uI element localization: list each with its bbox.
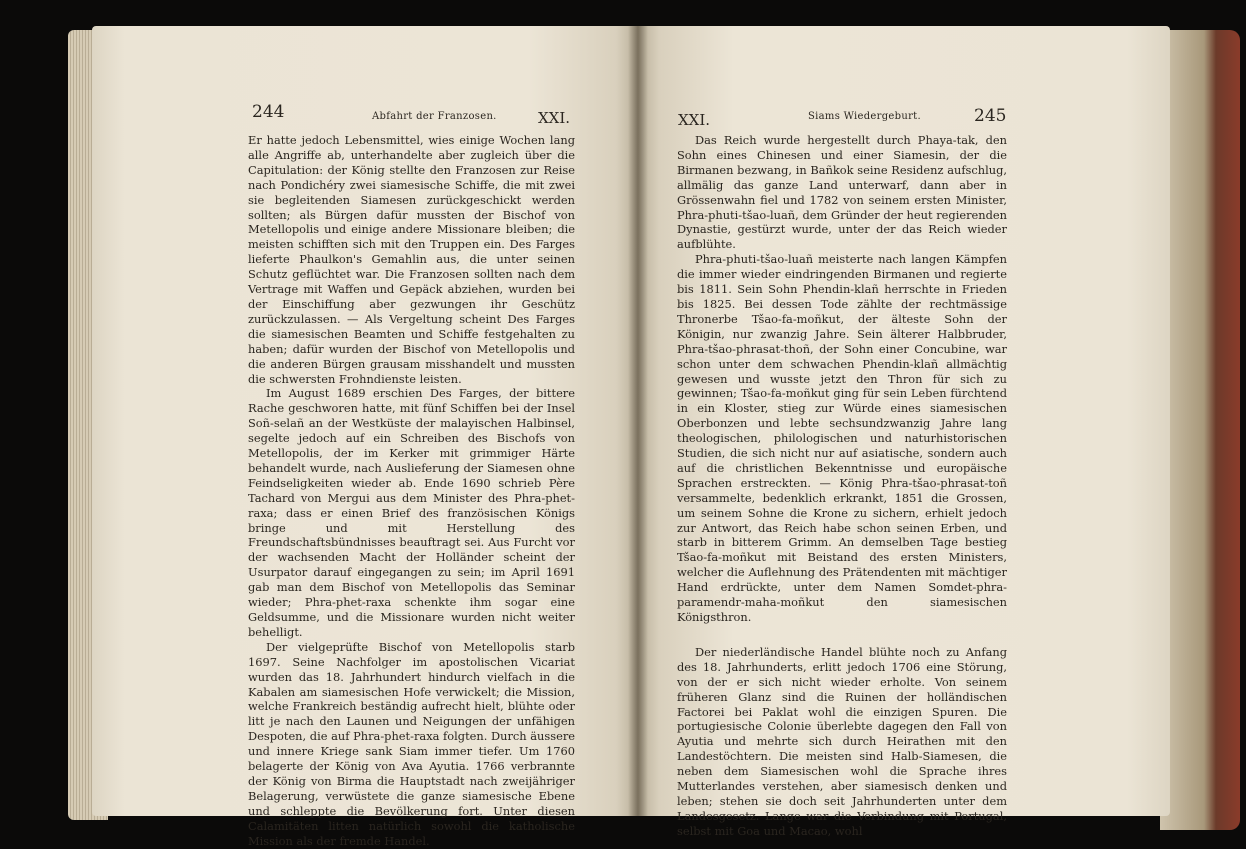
paragraph: Der niederländische Handel blühte noch zu Anfang des 18. Jahrhunderts, erlitt jedoch 1706 eine Störung, von der er sich nicht wieder erholte. Von seinem früheren Glanz sind die Ruinen der holländischen Factorei bei Paklat wohl die einzigen Spuren. Die portugiesische Colonie überlebte dagegen den Fall von Ayutia und mehrte sich durch Heirathen mit den Landestöchtern. Die meisten sind Halb-Siamesen, die neben dem Siamesischen wohl die Sprache ihres Mutterlandes verstehen, aber siamesisch denken und leben; stehen sie doch seit Jahrhunderten unter dem Landesgesetz. Lange war die Verbindung mit Portugal, selbst mit Goa und Macao, wohl	[677, 644, 1007, 838]
right-chapter-number: XXI.	[678, 111, 711, 129]
paragraph: Der vielgeprüfte Bischof von Metellopolis starb 1697. Seine Nachfolger im apostolischen Vicariat wurden das 18. Jahrhundert hindurch vielfach in die Kabalen am siamesischen Hofe verwickelt; die Mission, welche Frankreich beständig aufrecht hielt, blühte oder litt je nach den Launen und Neigungen der unfähigen Despoten, die auf Phra-phet-raxa folgten. Durch äussere und innere Kriege sank Siam immer tiefer. Um 1760 belagerte der König von Ava Ayutia. 1766 verbrannte der König von Birma die Hauptstadt nach zweijähriger Belagerung, verwüstete die ganze siamesische Ebene und schleppte die Bevölkerung fort. Unter diesen Calamitäten litten natürlich sowohl die katholische Mission als der fremde Handel.	[248, 639, 575, 848]
right-page-text	[677, 133, 1007, 839]
left-page-header	[252, 78, 572, 127]
paragraph: Das Reich wurde hergestellt durch Phaya-tak, den Sohn eines Chinesen und einer Siamesin, der die Birmanen bezwang, in Bañkok seine Residenz aufschlug, allmälig das ganze Land unterwarf, dann aber in Grössenwahn fiel und 1782 von seinem ersten Minister, Phra-phuti-tšao-luañ, dem Gründer der heut regierenden Dynastie, gestürzt wurde, unter der das Reich wieder aufblühte.	[677, 133, 1007, 252]
left-chapter-number: XXI.	[538, 109, 571, 127]
right-running-title: Siams Wiedergeburt.	[808, 111, 921, 122]
right-page-edges	[1160, 30, 1240, 830]
book-gutter	[628, 26, 648, 816]
paragraph: Im August 1689 erschien Des Farges, der bittere Rache geschworen hatte, mit fünf Schiffen bei der Insel Soñ-selañ an der Westküste der malayischen Halbinsel, segelte jedoch auf ein Schreiben des Bischofs von Metellopolis, der im Kerker mit grimmiger Härte behandelt wurde, nach Auslieferung der Siamesen ohne Feindseligkeiten wieder ab. Ende 1690 schrieb Père Tachard von Mergui aus dem Minister des Phra-phet-raxa; dass er einen Brief des französischen Königs bringe und mit Herstellung des Freundschaftsbündnisses beauftragt sei. Aus Furcht vor der wachsenden Macht der Holländer scheint der Usurpator darauf eingegangen zu sein; im April 1691 gab man dem Bischof von Metellopolis das Seminar wieder; Phra-phet-raxa schenkte ihm sogar eine Geldsumme, und die Missionare wurden nicht weiter behelligt.	[248, 386, 575, 639]
paragraph: Er hatte jedoch Lebensmittel, wies einige Wochen lang alle Angriffe ab, unterhandelte aber zugleich über die Capitulation: der König stellte den Franzosen zur Reise nach Pondichéry zwei siamesische Schiffe, die mit zwei sie begleitenden Siamesen zurückgeschickt werden sollten; als Bürgen dafür mussten der Bischof von Metellopolis und einige andere Missionare bleiben; die meisten schifften sich mit den Truppen ein. Des Farges lieferte Phaulkon's Gemahlin aus, die unter seinen Schutz geflüchtet war. Die Franzosen sollten nach dem Vertrage mit Waffen und Gepäck abziehen, wurden bei der Einschiffung aber gezwungen ihr Geschütz zurückzulassen. — Als Vergeltung scheint Des Farges die siamesischen Beamten und Schiffe festgehalten zu haben; dafür wurden der Bischof von Metellopolis und die anderen Bürgen grausam misshandelt und mussten die schwersten Frohndienste leisten.	[248, 133, 575, 386]
left-running-title: Abfahrt der Franzosen.	[372, 111, 497, 122]
right-page-number: 245	[974, 106, 1007, 126]
right-page-header	[678, 78, 1007, 129]
left-page-text	[248, 133, 575, 849]
paragraph: Phra-phuti-tšao-luañ meisterte nach langen Kämpfen die immer wieder eindringenden Birmanen und regierte bis 1811. Sein Sohn Phendin-klañ herrschte in Frieden bis 1825. Bei dessen Tode zählte der rechtmässige Thronerbe Tšao-fa-moñkut, der älteste Sohn der Königin, nur zwanzig Jahre. Sein älterer Halbbruder, Phra-tšao-phrasat-thoñ, der Sohn einer Concubine, war schon unter dem schwachen Phendin-klañ allmächtig gewesen und wusste jetzt den Thron für sich zu gewinnen; Tšao-fa-moñkut ging für sein Leben fürchtend in ein Kloster, stieg zur Würde eines siamesischen Oberbonzen und lebte sechsundzwanzig Jahre lang theologischen, philologischen und naturhistorischen Studien, die sich nicht nur auf asiatische, sondern auch auf die christlichen Bekenntnisse und europäische Sprachen erstreckten. — König Phra-tšao-phrasat-toñ versammelte, bedenklich erkrankt, 1851 die Grossen, um seinem Sohne die Krone zu sichern, erhielt jedoch zur Antwort, das Reich habe schon seinen Erben, und starb in bitterem Grimm. An demselben Tage bestieg Tšao-fa-moñkut mit Beistand des ersten Ministers, welcher die Auflehnung des Prätendenten mit mächtiger Hand erdrückte, unter dem Namen Somdet-phra-paramendr-maha-moñkut den siamesischen Königsthron.	[677, 252, 1007, 624]
left-page-number: 244	[252, 102, 285, 122]
